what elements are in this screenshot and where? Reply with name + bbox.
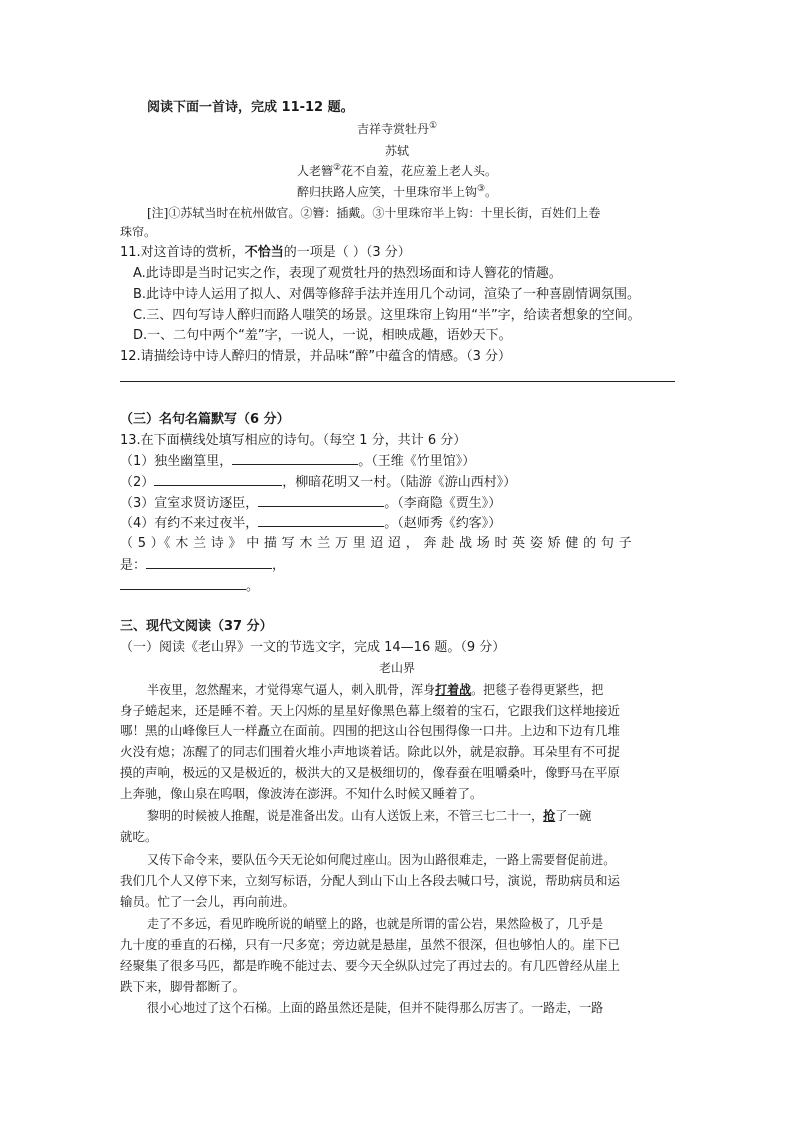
q13-item-4-b: 。（赵师秀《约客》） xyxy=(384,516,502,531)
q13-item-2-b: ，柳暗花明又一村。（陆游《游山西村》） xyxy=(282,475,517,490)
passage-p3-line-1: 又传下命令来，要队伍今天无论如何爬过座山。因为山路很难走，一路上需要督促前进。 xyxy=(147,852,616,867)
part3-heading: （三）名句名篇默写（6 分） xyxy=(120,412,290,427)
q11-stem xyxy=(120,244,411,261)
poem-title-text: 吉祥寺赏牡丹 xyxy=(356,122,429,136)
poem-title-footnote: ① xyxy=(428,121,438,131)
q13-item-1 xyxy=(120,452,475,470)
p2-l1-a: 黎明的时候被人推醒，说是准备出发。山有人送饭上来，不管三七二十一， xyxy=(147,808,544,823)
passage-p4-line-2: 九十度的垂直的石梯，只有一尺多宽；旁边就是悬崖，虽然不很深，但也够怕人的。崖下已 xyxy=(120,937,621,952)
modern-heading: 三、现代文阅读（37 分） xyxy=(120,619,273,634)
poem-line-1-b: 花不自羞，花应羞上老人头。 xyxy=(341,164,498,178)
q13-item-5: （ 5 ）《 木 兰 诗 》 中 描 写 木 兰 万 里 迢 迢 ， 奔 赴 战 场 时 英 姿 矫 健 的 句 子 xyxy=(120,536,632,551)
passage-p3-line-3: 输员。忙了一会儿，再向前进。 xyxy=(120,894,296,909)
modern-subheading: （一）阅读《老山界》一文的节选文字，完成 14—16 题。（9 分） xyxy=(120,640,506,655)
q12-answer-line[interactable] xyxy=(120,381,675,382)
q13-blank-2[interactable] xyxy=(154,473,282,486)
passage-p1-line-5: 摸的声响，极远的又是极近的，极洪大的又是极细切的，像春蚕在咀嚼桑叶，像野马在平原 xyxy=(120,765,621,780)
q13-blank-5[interactable] xyxy=(146,556,272,569)
passage-p1-line-4: 火没有熄；冻醒了的同志们围着火堆小声地谈着话。除此以外，就是寂静。耳朵里有不可捉 xyxy=(120,744,621,759)
q13-blank-6[interactable] xyxy=(120,577,246,590)
q13-item-1-a: （1）独坐幽篁里， xyxy=(120,454,233,469)
q13-item-3 xyxy=(120,494,501,512)
passage-p1-line-6: 上奔驰，像山泉在呜咽，像波涛在澎湃。不知什么时候又睡着了。 xyxy=(120,786,483,801)
p1-l1-a: 半夜里，忽然醒来，才觉得寒气逼人，刺入肌骨，浑身 xyxy=(147,682,436,697)
q13-blank-4[interactable] xyxy=(258,514,384,527)
q11-stem-b: 的一项是（ ）（3 分） xyxy=(283,245,411,260)
q13-item-3-b: 。（李商隐《贾生》） xyxy=(384,496,502,511)
poem-line-2 xyxy=(0,184,794,201)
q11-option-c: C.三、四句写诗人醉归而路人嗤笑的场景。这里珠帘上钩用“半”字，给读者想象的空间。 xyxy=(133,308,641,323)
q13-item-1-b: 。（王维《竹里馆》） xyxy=(358,454,476,469)
q13-blank-1[interactable] xyxy=(232,452,358,465)
q11-option-b: B.此诗中诗人运用了拟人、对偶等修辞手法并连用几个动词，渲染了一种喜剧情调氛围。 xyxy=(133,287,641,302)
q13-item-2 xyxy=(120,473,516,491)
q11-option-d: D.一、二句中两个“羞”字，一说人，一说，相映成趣，语妙天下。 xyxy=(133,328,512,343)
passage-p1-line-2: 身子蜷起来，还是睡不着。天上闪烁的星星好像黑色幕上缀着的宝石，它跟我们这样地接近 xyxy=(120,703,621,718)
passage-title: 老山界 xyxy=(378,661,415,675)
passage-p2-line-2: 就吃。 xyxy=(120,829,158,844)
passage-p4-line-4: 跌下来，脚骨都断了。 xyxy=(120,979,246,994)
q13-item-2-a: （2） xyxy=(120,475,155,490)
q12-stem: 12.请描绘诗中诗人醉归的情景，并品味“醉”中蕴含的情感。（3 分） xyxy=(120,349,512,364)
passage-p2-line-1 xyxy=(147,807,680,824)
q13-item-5-a: 是： xyxy=(120,558,147,573)
poem-line-1-a: 人老簪 xyxy=(296,164,333,178)
q13-item-5-end xyxy=(120,577,259,595)
annotation-line-2: 珠帘。 xyxy=(120,225,157,239)
poem-title xyxy=(0,121,794,138)
q13-item-3-a: （3）宣室求贤访逐臣， xyxy=(120,496,259,511)
passage-p4-line-1: 走了不多远，看见昨晚所说的峭壁上的路，也就是所谓的雷公岩，果然险极了，几乎是 xyxy=(147,916,604,931)
q13-item-5-b: ， xyxy=(272,558,286,573)
q13-item-5-cont xyxy=(120,556,285,574)
poem-line-2-b: 。 xyxy=(485,185,498,199)
q13-blank-3[interactable] xyxy=(258,494,384,507)
poem-line-2-footnote: ③ xyxy=(476,184,486,194)
q13-item-4 xyxy=(120,514,501,532)
poem-line-1-footnote: ② xyxy=(332,163,342,173)
q11-option-a: A.此诗即是当时记实之作，表现了观赏牡丹的热烈场面和诗人簪花的情趣。 xyxy=(133,266,562,281)
q11-stem-bold: 不恰当 xyxy=(244,245,284,260)
poem-line-2-a: 醉归扶路人应笑，十里珠帘半上钩 xyxy=(296,185,477,199)
passage-p5-line-1: 很小心地过了这个石梯。上面的路虽然还是陡，但并不陡得那么厉害了。一路走，一路 xyxy=(147,1000,604,1015)
passage-p3-line-2: 我们几个人又停下来，立刻写标语，分配人到山下山上各段去喊口号，演说，帮助病员和运 xyxy=(120,873,621,888)
passage-p1-line-3: 哪！黑的山峰像巨人一样矗立在面前。四围的把这山谷包围得像一口井。上边和下边有几堆 xyxy=(120,723,621,738)
poem-line-1 xyxy=(0,163,794,180)
q13-stem: 13.在下面横线处填写相应的诗句。（每空 1 分，共计 6 分） xyxy=(120,433,467,448)
annotation-line-1: [注]①苏轼当时在杭州做官。②簪：插戴。③十里珠帘半上钩：十里长街，百姓们上卷 xyxy=(147,206,601,220)
q13-item-5-end-text: 。 xyxy=(246,579,260,594)
passage-p1-line-1 xyxy=(147,681,680,698)
p2-l1-underlined: 抢 xyxy=(543,808,556,823)
p1-l1-b: 。把毯子卷得更紧些，把 xyxy=(471,682,604,697)
q13-item-4-a: （4）有约不来过夜半， xyxy=(120,516,259,531)
p1-l1-underlined: 打着战 xyxy=(435,682,472,697)
section-intro: 阅读下面一首诗，完成 11-12 题。 xyxy=(147,100,354,115)
q11-stem-a: 11.对这首诗的赏析， xyxy=(120,245,245,260)
p2-l1-b: 了一碗 xyxy=(555,808,592,823)
passage-p4-line-3: 经聚集了很多马匹，都是昨晚不能过去、要今天全纵队过完了再过去的。有几匹曾经从崖上 xyxy=(120,958,621,973)
poem-author: 苏轼 xyxy=(384,144,409,158)
